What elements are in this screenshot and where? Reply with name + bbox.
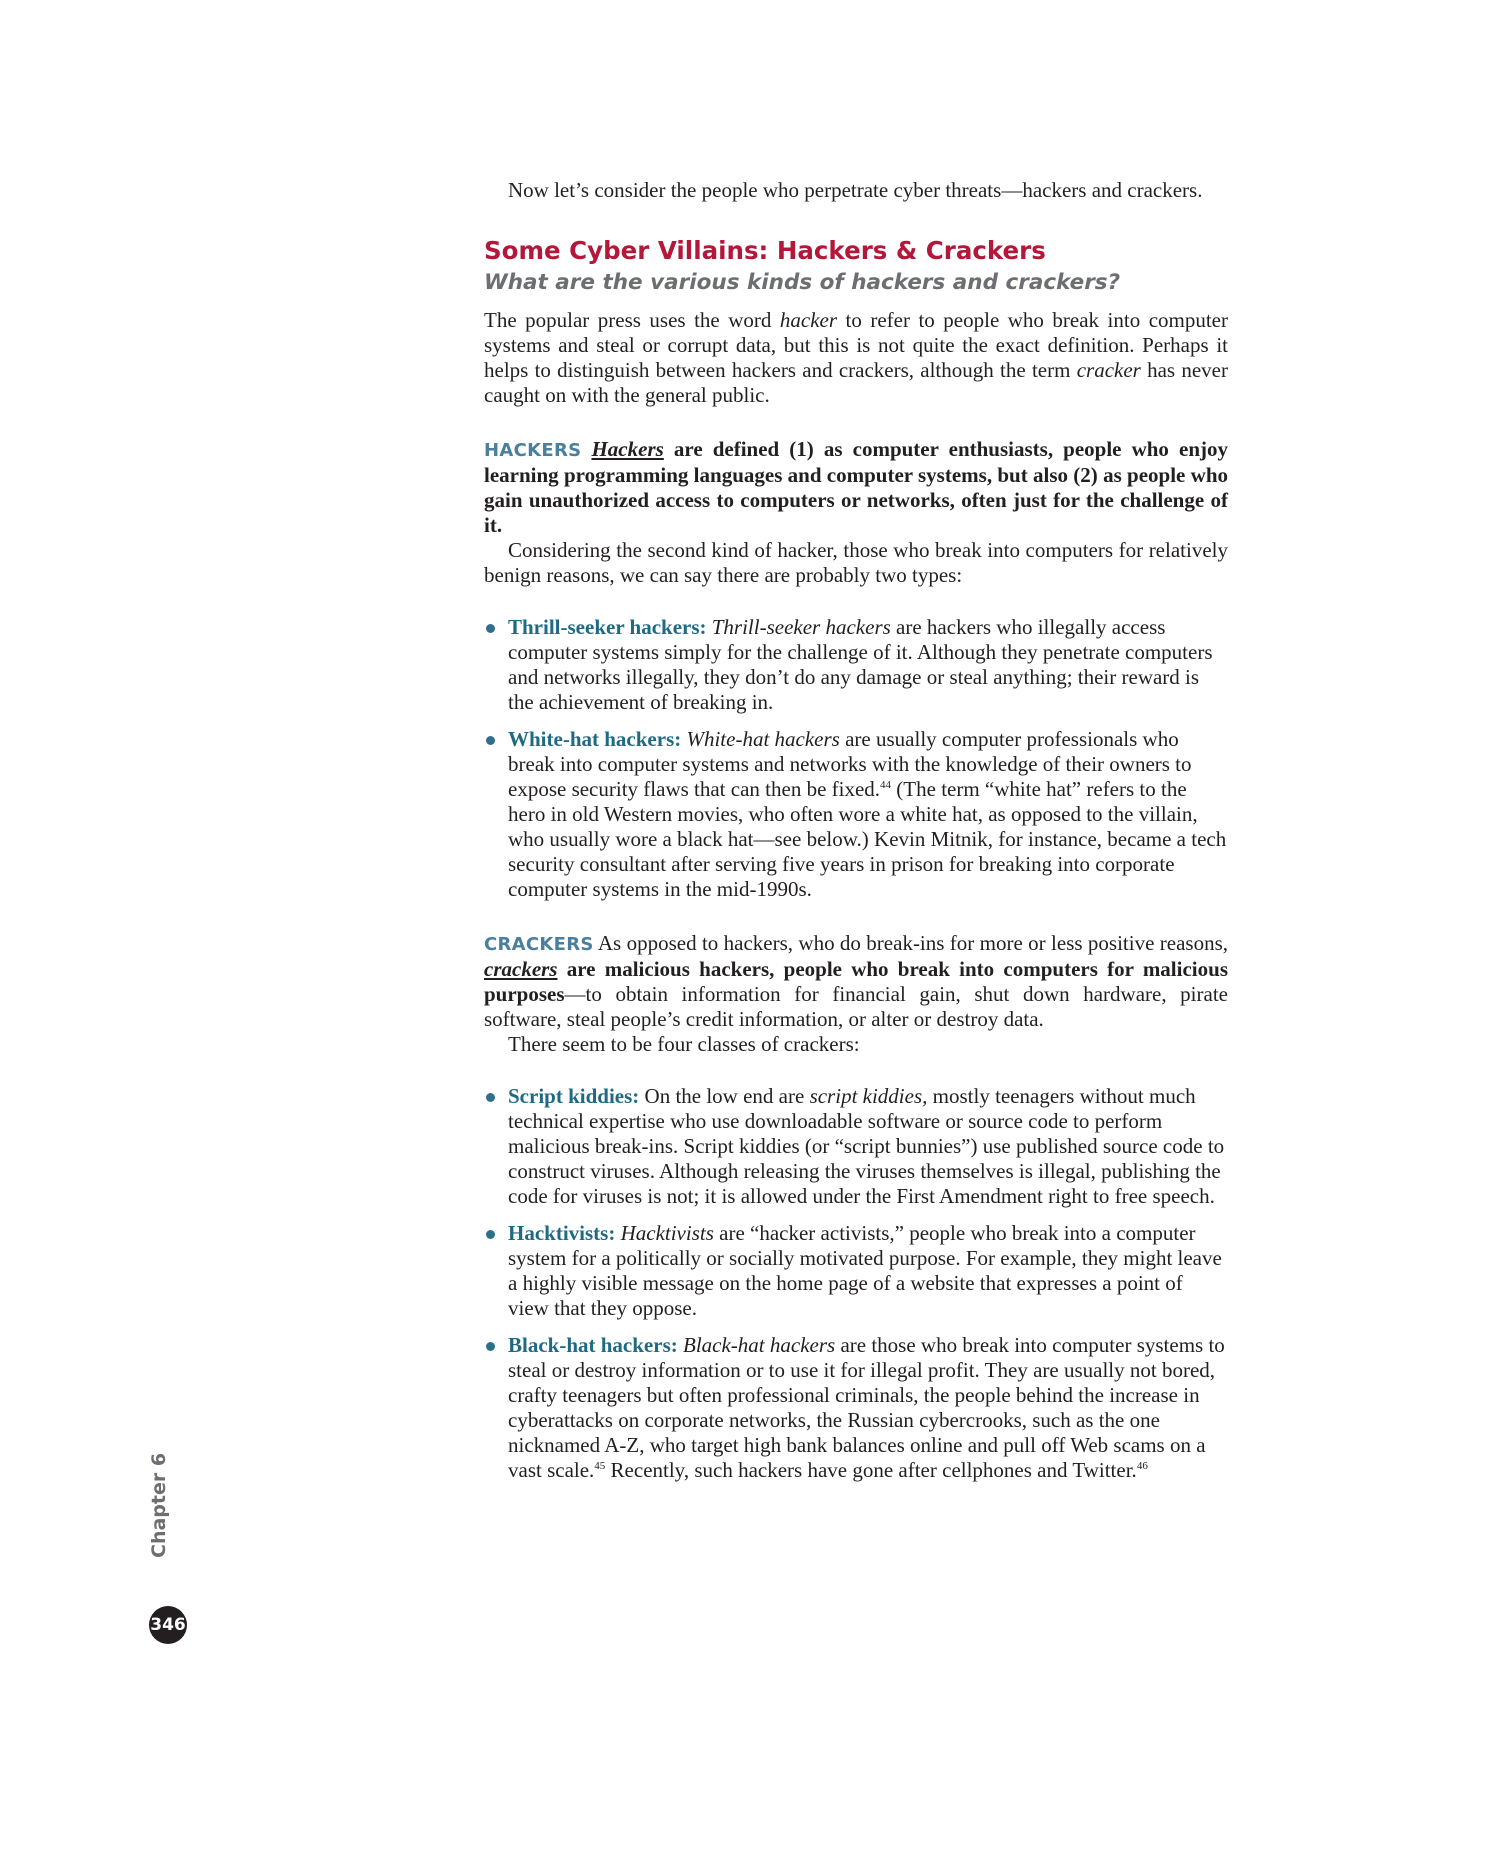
bullet-text: are usually computer professionals who break into computer systems and networks with the knowledge of their owners to expose security flaws that can then be fixed.: [508, 727, 1192, 801]
term-hacker: hacker: [779, 308, 838, 332]
runin-crackers: CRACKERS: [484, 934, 594, 955]
bullet-term: Black-hat hackers: [683, 1333, 836, 1357]
bullet-lead: Hacktivists:: [508, 1221, 616, 1245]
paragraph-text: has never caught on with the general public.: [484, 358, 1228, 407]
hackers-definition: are defined (1) as computer enthusiasts, people who enjoy learning programming languages and computer systems, but also (2) as people who gain unauthorized access to computers or networks, often just for the challenge of it.: [484, 437, 1229, 537]
bullet-text: On the low end are: [639, 1084, 810, 1108]
intro-paragraph: Now let’s consider the people who perpetrate cyber threats—hackers and crackers.: [508, 178, 1203, 202]
hacker-types-list: [484, 615, 1228, 902]
key-term-hackers: Hackers: [591, 437, 664, 461]
footnote-ref: 46: [1136, 1460, 1148, 1472]
section-question: What are the various kinds of hackers and crackers?: [484, 270, 1121, 295]
bullet-text: are those who break into computer systems to steal or destroy information or to use it for illegal profit. They are usually not bored, crafty teenagers but often professional criminals, the people behind the increase in cyberattacks on corporate networks, the Russian cybercrooks, such as the one nicknamed A-Z, who target high bank balances online and pull off Web scams on a vast scale.: [508, 1333, 1225, 1482]
list-item: [484, 1221, 1228, 1321]
key-term-crackers: crackers: [484, 957, 558, 981]
page-number: 346: [149, 1606, 187, 1644]
bullet-dot: [486, 1230, 495, 1239]
bullet-term: script kiddies,: [809, 1084, 928, 1108]
hackers-paragraph: [484, 437, 1228, 538]
bullet-lead: White-hat hackers:: [508, 727, 682, 751]
bullet-text: Recently, such hackers have gone after cellphones and Twitter.: [605, 1458, 1137, 1482]
bullet-lead: Script kiddies:: [508, 1084, 640, 1108]
bullet-lead: Thrill-seeker hackers:: [508, 615, 707, 639]
footnote-ref: 44: [880, 779, 892, 791]
bullet-text: (The term “white hat” refers to the hero in old Western movies, who often wore a white hat, as opposed to the villain, who usually wore a black hat—see below.) Kevin Mitnik, for instance, became a tech security consultant after serving five years in prison for breaking into corporate computer systems in the mid-1990s.: [508, 777, 1227, 901]
chapter-label: Chapter 6: [148, 1452, 170, 1558]
crackers-followup: There seem to be four classes of crackers:: [508, 1032, 860, 1056]
bullet-lead: Black-hat hackers:: [508, 1333, 678, 1357]
section-heading: Some Cyber Villains: Hackers & Crackers: [484, 236, 1046, 265]
bullet-dot: [486, 1342, 495, 1351]
list-item: [484, 615, 1228, 715]
crackers-paragraph: [484, 931, 1228, 1032]
hackers-followup: Considering the second kind of hacker, those who break into computers for relatively benign reasons, we can say there are probably two types:: [484, 538, 1228, 587]
bullet-term: White-hat hackers: [686, 727, 840, 751]
term-cracker: cracker: [1076, 358, 1141, 382]
bullet-dot: [486, 736, 495, 745]
bullet-text: are hackers who illegally access computer systems simply for the challenge of it. Although they penetrate computers and networks illegally, they don’t do any damage or steal anything; their reward is the achievement of breaking in.: [508, 615, 1213, 714]
bullet-dot: [486, 1093, 495, 1102]
list-item: [484, 1333, 1228, 1483]
bullet-term: Thrill-seeker hackers: [711, 615, 891, 639]
paragraph-text: The popular press uses the word: [484, 308, 780, 332]
bullet-dot: [486, 624, 495, 633]
paragraph-text: As opposed to hackers, who do break-ins for more or less positive reasons,: [593, 931, 1228, 955]
runin-hackers: HACKERS: [484, 440, 582, 461]
crackers-definition: are malicious hackers, people who break into computers for malicious purposes: [484, 957, 1228, 1006]
paragraph-text: to refer to people who break into computer systems and steal or corrupt data, but this is not quite the exact definition. Perhaps it helps to distinguish between hackers and crackers, although the term: [484, 308, 1228, 382]
list-item: [484, 1084, 1228, 1209]
main-column: [484, 178, 1228, 1495]
cracker-types-list: [484, 1084, 1228, 1483]
bullet-text: mostly teenagers without much technical expertise who use downloadable software or source code to perform malicious break-ins. Script kiddies (or “script bunnies”) use published source code to construct viruses. Although releasing the viruses themselves is illegal, publishing the code for viruses is not; it is allowed under the First Amendment right to free speech.: [508, 1084, 1225, 1208]
footnote-ref: 45: [594, 1460, 606, 1472]
definition-paragraph: [484, 308, 1228, 408]
paragraph-text: —to obtain information for financial gain, shut down hardware, pirate software, steal people’s credit information, or alter or destroy data.: [484, 982, 1228, 1031]
list-item: [484, 727, 1228, 902]
bullet-text: are “hacker activists,” people who break into a computer system for a politically or socially motivated purpose. For example, they might leave a highly visible message on the home page of a website that expresses a point of view that they oppose.: [508, 1221, 1222, 1320]
bullet-term: Hacktivists: [620, 1221, 714, 1245]
